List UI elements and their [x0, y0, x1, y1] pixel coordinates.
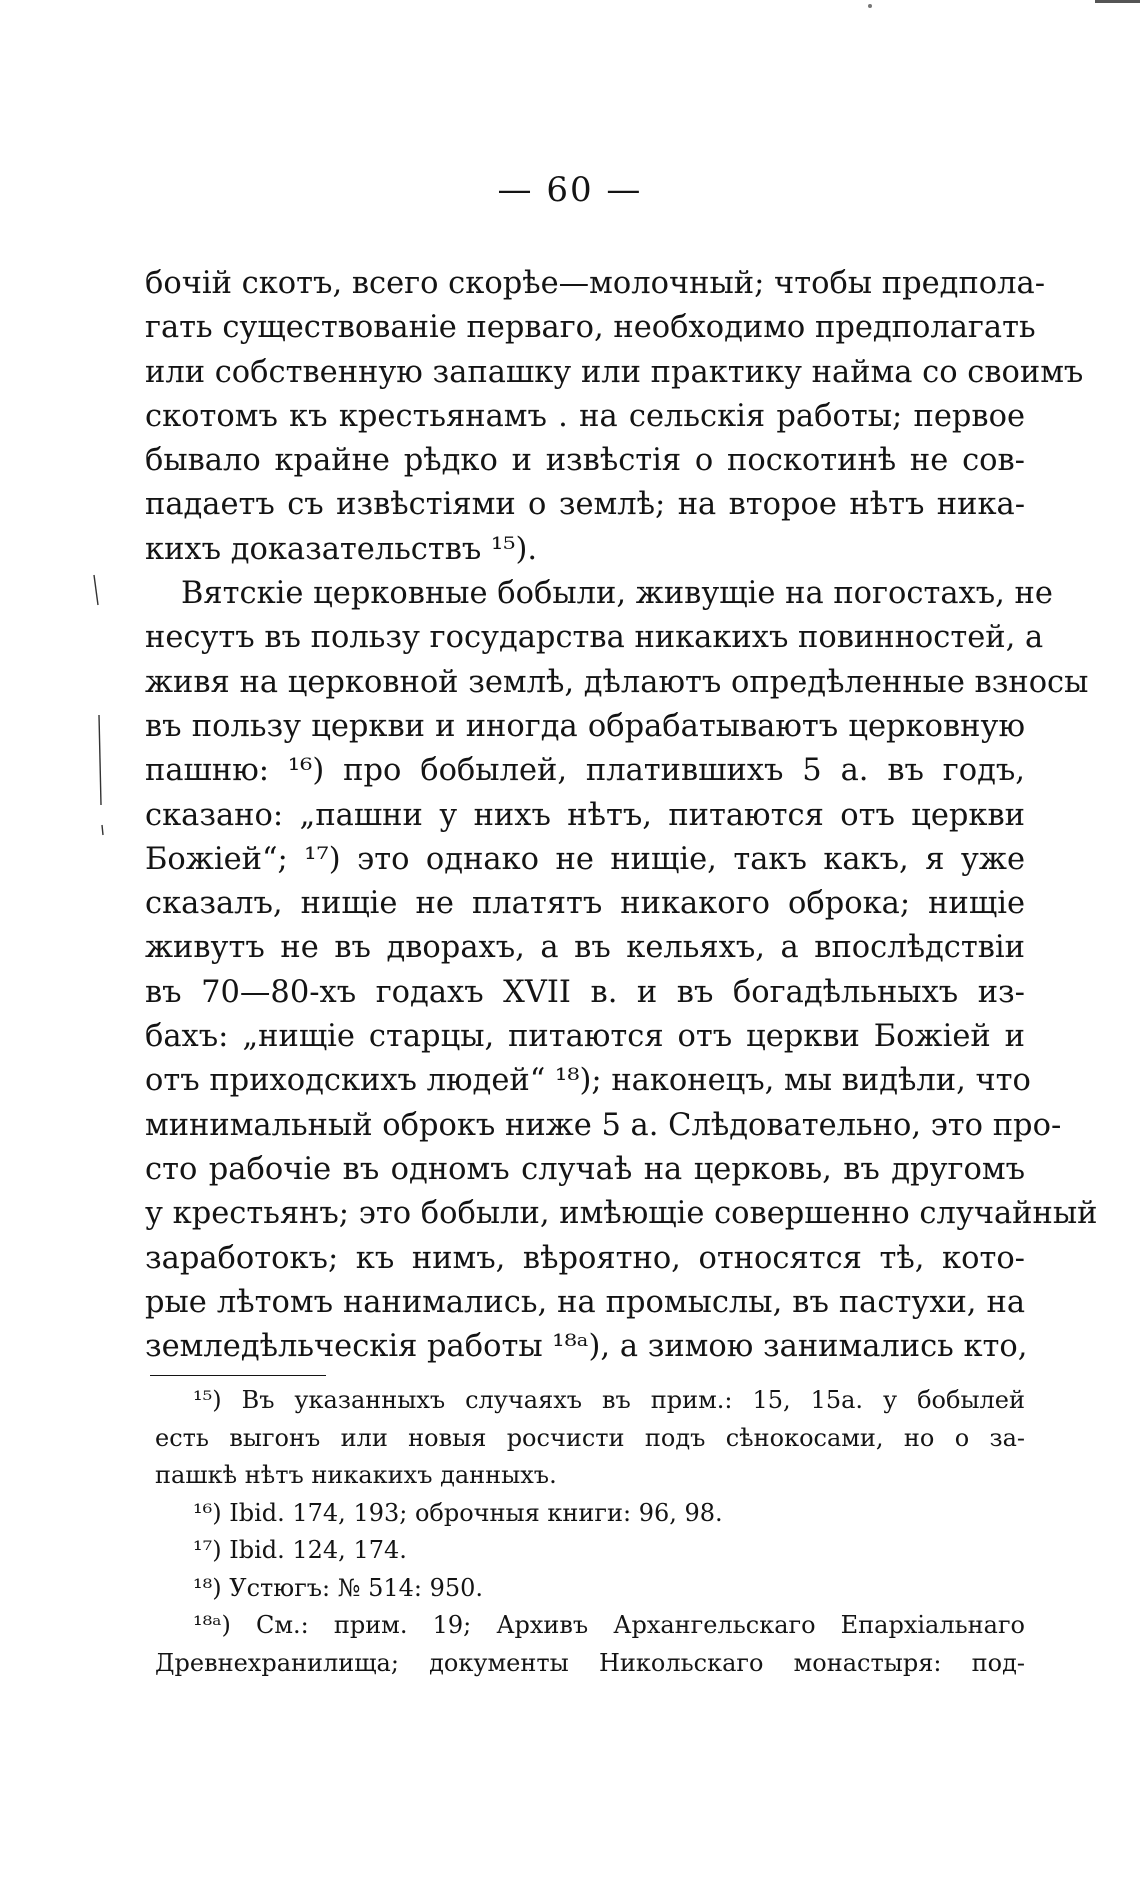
- text-line: пашню: ¹⁶) про бобылей, платившихъ 5 а. въ годъ,: [145, 753, 1025, 789]
- text-line: рые лѣтомъ нанимались, на промыслы, въ пастухи, на: [145, 1284, 1025, 1320]
- text-line: сказалъ, нищіе не платятъ никакого оброка; нищіе: [145, 886, 1025, 922]
- text-line: Божіей“; ¹⁷) это однако не нищіе, такъ какъ, я уже: [145, 841, 1025, 877]
- margin-pencil-marks: [90, 565, 120, 845]
- text-line: сто рабочіе въ одномъ случаѣ на церковь, въ другомъ: [145, 1151, 1025, 1187]
- text-line: гать существованіе перваго, необходимо предполагать: [145, 310, 1036, 346]
- footnote-18a-continued: Древнехранилища; документы Никольскаго монастыря: под-: [155, 1648, 1025, 1677]
- text-line: падаетъ съ извѣстіями о землѣ; на второе нѣтъ никa-: [145, 487, 1025, 523]
- text-line: отъ приходскихъ людей“ ¹⁸); наконецъ, мы видѣли, что: [145, 1063, 1031, 1099]
- text-line: въ пользу церкви и иногда обрабатываютъ церковную: [145, 708, 1025, 744]
- page-number: — 60 —: [497, 170, 643, 210]
- footnote-15: ¹⁵) Въ указанныхъ случаяхъ въ прим.: 15, 15а. у бобылей: [193, 1386, 1025, 1414]
- paragraph-start-line: Вятскіе церковные бобыли, живущіе на погостахъ, не: [181, 576, 1053, 612]
- text-line: у крестьянъ; это бобыли, имѣющіе совершенно случайный: [145, 1196, 1098, 1232]
- footnote-separator: [150, 1375, 326, 1376]
- margin-mark: [102, 825, 103, 835]
- text-line: несутъ въ пользу государства никакихъ повинностей, а: [145, 620, 1044, 656]
- main-text-body: [145, 262, 1098, 1369]
- text-line: сказано: „пашни у нихъ нѣтъ, питаются отъ церкви: [145, 797, 1025, 833]
- scan-edge-marks: [0, 0, 1140, 10]
- footnote-18a: ¹⁸ᵃ) См.: прим. 19; Архивъ Архангельскаго Епархіальнаго: [193, 1611, 1025, 1639]
- text-line: въ 70—80-хъ годахъ XVII в. и въ богадѣльныхъ из-: [145, 974, 1025, 1010]
- scan-edge-mark: [1095, 0, 1140, 3]
- text-line: скотомъ къ крестьянамъ . на сельскія работы; первое: [145, 398, 1025, 434]
- text-line: земледѣльческія работы ¹⁸ᵃ), а зимою занимались кто,: [145, 1329, 1028, 1365]
- scan-speck: [868, 4, 872, 8]
- footnote-15-continued: есть выгонъ или новыя росчисти подъ сѣнокосами, но о за-: [155, 1423, 1025, 1452]
- footnote-15-end: пашкѣ нѣтъ никакихъ данныхъ.: [155, 1461, 557, 1489]
- text-line: живя на церковной землѣ, дѣлаютъ опредѣленные взносы: [145, 664, 1089, 700]
- footnotes-block: [155, 1382, 1025, 1682]
- text-line: заработокъ; къ нимъ, вѣроятно, относятся тѣ, кото-: [145, 1240, 1025, 1276]
- margin-mark: [99, 715, 101, 805]
- footnote-17: ¹⁷) Ibid. 124, 174.: [193, 1536, 407, 1564]
- text-line: минимальный оброкъ ниже 5 а. Слѣдовательно, это про-: [145, 1107, 1062, 1143]
- text-line: бывало крайне рѣдко и извѣстія о поскотинѣ не сов-: [145, 443, 1025, 479]
- footnote-16: ¹⁶) Ibid. 174, 193; оброчныя книги: 96, 98.: [193, 1498, 723, 1527]
- text-line: бахъ: „нищіе старцы, питаются отъ церкви Божіей и: [145, 1019, 1025, 1055]
- margin-mark: [94, 575, 98, 605]
- footnote-18: ¹⁸) Устюгъ: № 514: 950.: [193, 1573, 484, 1602]
- text-line: кихъ доказательствъ ¹⁵).: [145, 531, 538, 567]
- text-line: бочій скотъ, всего скорѣе—молочный; чтобы предпола-: [145, 266, 1046, 301]
- text-line: или собственную запашку или практику найма со своимъ: [145, 354, 1084, 390]
- text-line: живутъ не въ дворахъ, а въ кельяхъ, а впослѣдствіи: [145, 930, 1025, 966]
